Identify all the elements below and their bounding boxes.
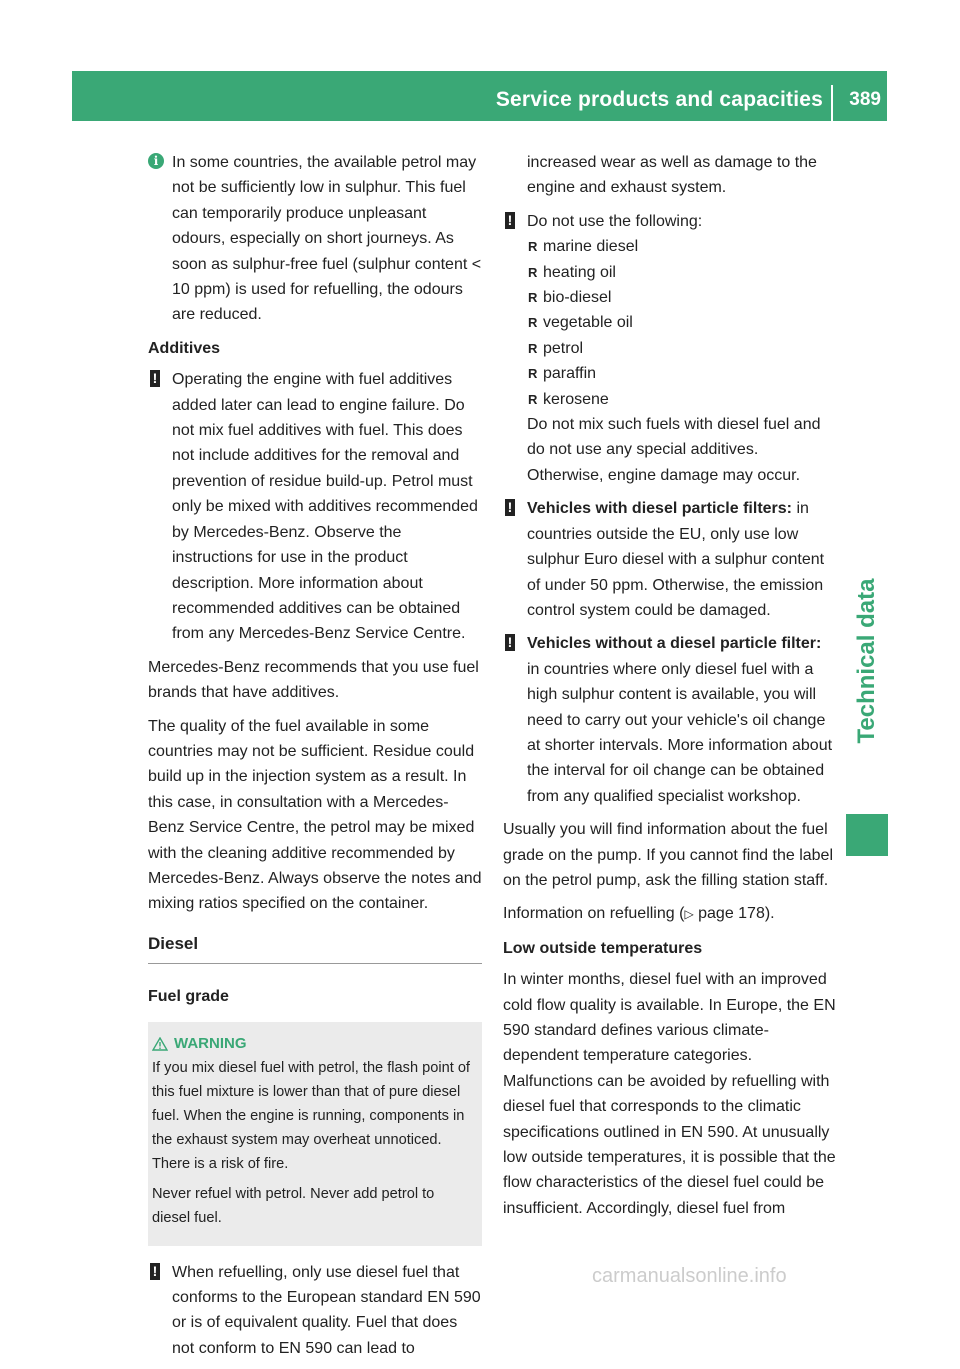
- caution-icon: !: [150, 1263, 160, 1280]
- section-tab-marker: [846, 814, 888, 856]
- fuel-grade-info: Usually you will find information about the fuel grade on the pump. If you cannot find the label on the petrol pump, ask the filling station staff.: [503, 821, 834, 889]
- refuel-note-text: When refuelling, only use diesel fuel that conforms to the European standard EN 590 or is of equivalent quality. Fuel that does not conform to EN 590 can lead to: [172, 1263, 481, 1357]
- info-icon: i: [148, 153, 164, 169]
- page-ref-arrow-icon: ▷: [684, 907, 694, 922]
- list-item: R paraffin: [528, 365, 597, 383]
- dpf-note: [503, 496, 837, 623]
- diesel-heading: Diesel: [148, 931, 482, 964]
- warning-text-1: If you mix diesel fuel with petrol, the flash point of this fuel mixture is lower than that of pure diesel fuel. When the engine is running, components in the exhaust system may overheat unnoticed. There is a risk of fire.: [152, 1059, 470, 1172]
- list-item: R heating oil: [528, 263, 616, 281]
- warning-box: [148, 1022, 482, 1246]
- list-item: R marine diesel: [528, 238, 639, 256]
- chapter-title: Service products and capacities: [495, 88, 823, 111]
- fuel-grade-heading: Fuel grade: [148, 988, 229, 1006]
- do-not-use-text: Do not use the following:: [527, 212, 703, 230]
- low-temp-heading: Low outside temperatures: [503, 939, 703, 957]
- section-tab[interactable]: [846, 524, 888, 798]
- additives-heading: Additives: [148, 339, 221, 357]
- info-note-text: In some countries, the available petrol may not be sufficiently low in sulphur. This fuel can temporarily produce unpleasant odours, especially on short journeys. As soon as sulphur-free fuel (sulphur content < 10 ppm) is used for refuelling, the odours are reduced.: [172, 154, 482, 324]
- paragraph-fuel-quality: The quality of the fuel available in some countries may not be sufficient. Residue could build up in the injection system as a result. In this case, in consultation with a Mercedes-Benz Service Centre, the petrol may be mixed with the cleaning additive recommended by Mercedes-Benz. Always observe the notes and mixing ratios specified on the container.: [148, 717, 482, 913]
- page-number: 389: [849, 89, 881, 110]
- right-column: [503, 150, 837, 1229]
- left-column: [148, 150, 482, 1369]
- forbidden-fuels-list: [527, 234, 837, 412]
- page-header-bar: [72, 71, 887, 121]
- do-not-use-note: [503, 209, 837, 488]
- continued-text: increased wear as well as damage to the engine and exhaust system.: [527, 154, 817, 197]
- watermark: carmanualsonline.info: [592, 1265, 787, 1287]
- low-temp-text: In winter months, diesel fuel with an improved cold flow quality is available. In Europe, the EN 590 standard defines various climate-dependent temperature categories. Malfunctions can be avoided by refuelling with diesel fuel that corresponds to the climatic specifications outlined in EN 590. At unusually low outside temperatures, it is possible that the flow characteristics of the diesel fuel could be insufficient. Accordingly, diesel fuel from: [503, 971, 836, 1217]
- list-item: R bio-diesel: [528, 289, 612, 307]
- warning-title: [152, 1032, 474, 1056]
- info-note: [148, 150, 482, 328]
- header-divider: [831, 85, 833, 121]
- warning-title-text: WARNING: [174, 1034, 247, 1052]
- dpf-bold: Vehicles with diesel particle filters:: [527, 500, 792, 518]
- list-item: R kerosene: [528, 390, 609, 408]
- caution-icon: !: [150, 370, 160, 387]
- caution-icon: !: [505, 499, 515, 516]
- warning-triangle-icon: [152, 1037, 168, 1051]
- no-dpf-text: in countries where only diesel fuel with a high sulphur content is available, you will need to carry out your vehicle's oil change at shorter intervals. More information about the interval for oil change can be obtained from any qualified specialist workshop.: [527, 660, 833, 805]
- paragraph-additive-brands: Mercedes-Benz recommends that you use fuel brands that have additives.: [148, 658, 479, 702]
- refuel-note: [148, 1260, 482, 1362]
- additives-note: [148, 367, 482, 646]
- caution-icon: !: [505, 212, 515, 229]
- page-ref-link[interactable]: page 178).: [693, 905, 775, 923]
- refuelling-reference: Information on refuelling (▷ page 178).: [503, 905, 775, 923]
- no-dpf-note: [503, 631, 837, 809]
- no-dpf-bold: Vehicles without a diesel particle filter:: [527, 635, 822, 653]
- after-list-text: Do not mix such fuels with diesel fuel and do not use any special additives. Otherwise, engine damage may occur.: [527, 416, 821, 484]
- section-tab-label: Technical data: [853, 578, 880, 744]
- list-item: R petrol: [528, 339, 584, 357]
- additives-note-text: Operating the engine with fuel additives added later can lead to engine failure. Do not mix fuel additives with fuel. This does not include additives for the removal and prevention of residue build-up. Petrol must only be mixed with additives recommended by Mercedes-Benz. Observe the instructions for use in the product description. More information about recommended additives can be obtained from any Mercedes-Benz Service Centre.: [172, 371, 478, 643]
- dpf-text: in countries outside the EU, only use low sulphur Euro diesel with a sulphur content of under 50 ppm. Otherwise, the emission control system could be damaged.: [527, 500, 825, 619]
- list-item: R vegetable oil: [528, 314, 633, 332]
- warning-text-2: Never refuel with petrol. Never add petrol to diesel fuel.: [152, 1185, 435, 1226]
- caution-icon: !: [505, 634, 515, 651]
